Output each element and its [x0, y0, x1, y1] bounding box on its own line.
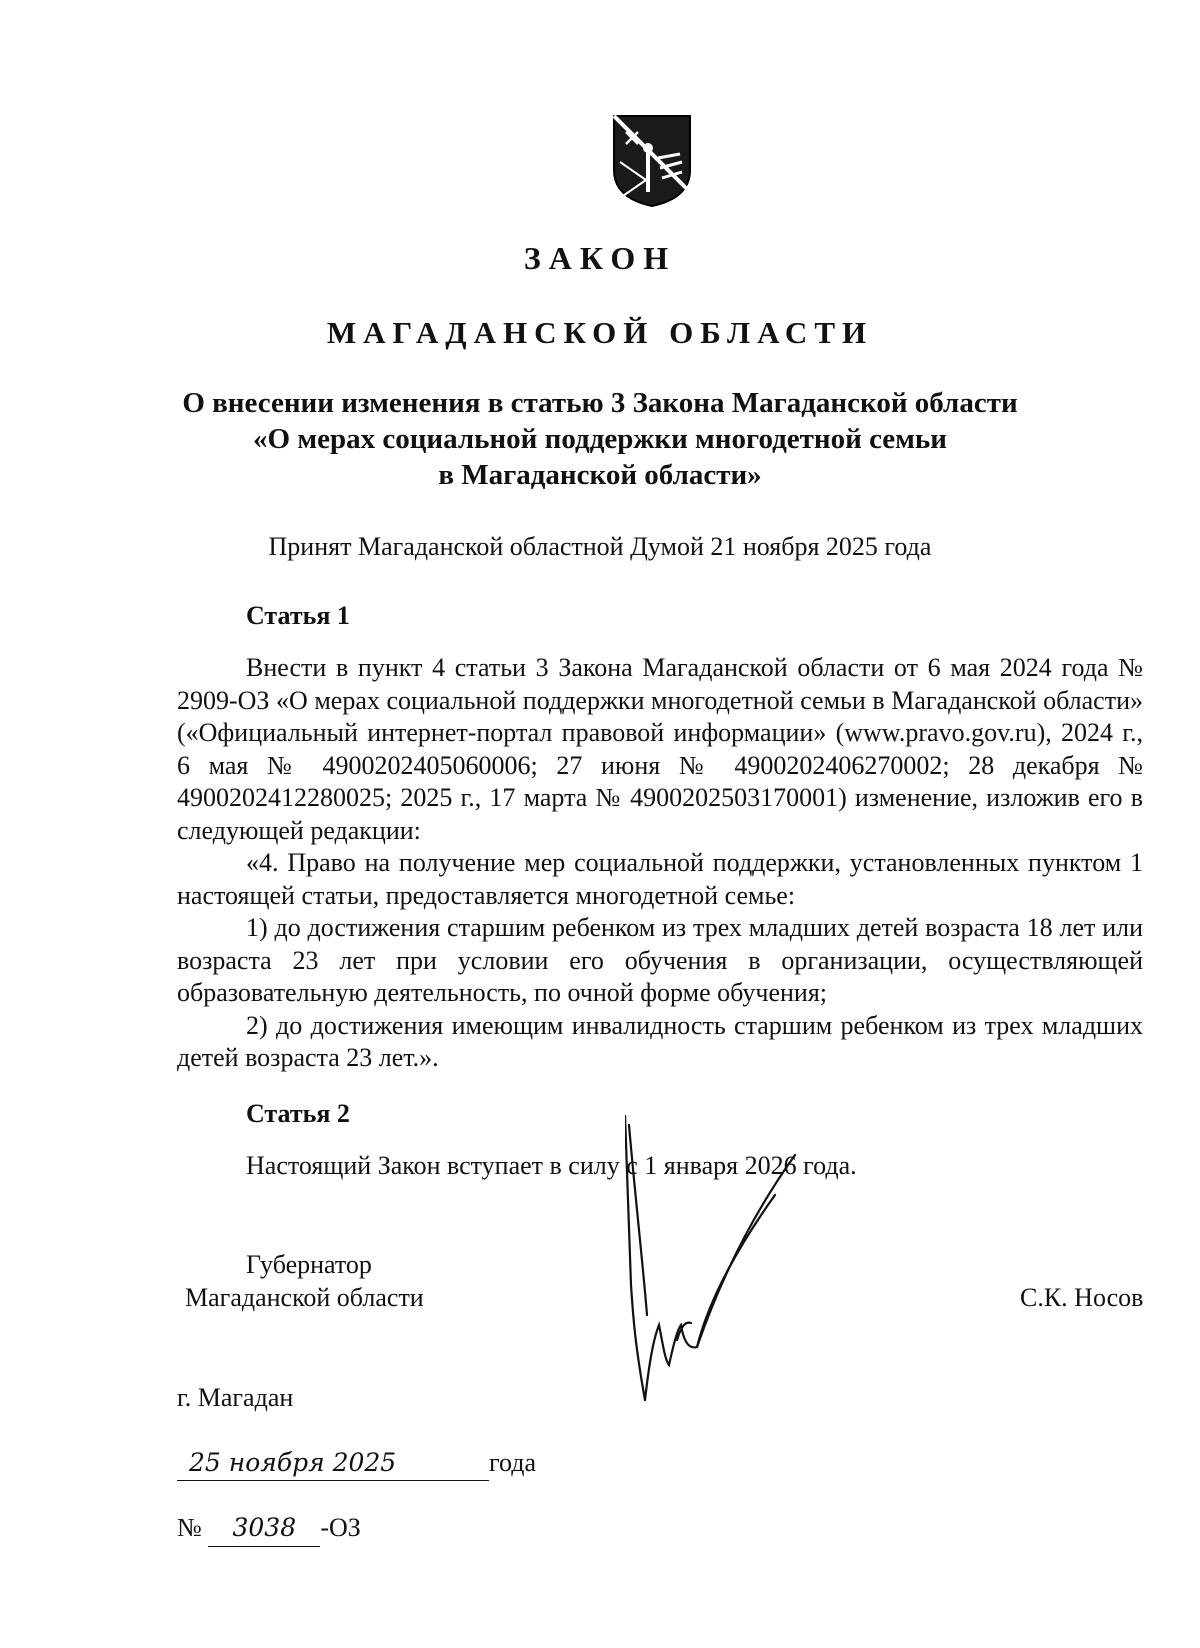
article-1-heading: Статья 1	[246, 601, 350, 630]
signatory-position-line: Губернатор	[246, 1250, 372, 1279]
signing-date	[177, 1448, 536, 1481]
article-2-paragraph: Настоящий Закон вступает в силу с 1 января 2026 года.	[246, 1151, 857, 1180]
signatory-position-line: Магаданской области	[185, 1283, 424, 1312]
number-suffix: -ОЗ	[320, 1513, 361, 1542]
law-title-line: О внесении изменения в статью 3 Закона Магаданской области	[182, 387, 1018, 419]
article-1-paragraph: 2) до достижения имеющим инвалидность старшим ребенком из трех младших детей возраста 23 лет.».	[177, 1010, 1143, 1072]
law-number	[177, 1513, 361, 1547]
article-1-paragraph: Внести в пункт 4 статьи 3 Закона Магаданской области от 6 мая 2024 года № 2909-ОЗ «О мерах социальной поддержки многодетной семьи в Магаданской области» («Официальный интернет-портал правовой информации» (www.pravo.gov.ru), 2024 г., 6 мая № 4900202405060006; 27 июня № 4900202406270002; 28 декабря № 4900202412280025; 2025 г., 17 марта № 4900202503170001) изменение, изложив его в следующей редакции:	[177, 653, 1143, 845]
law-title	[150, 385, 1050, 493]
handwritten-number: 3038	[208, 1514, 320, 1547]
article-2-heading: Статья 2	[246, 1099, 350, 1128]
article-1-paragraph: «4. Право на получение мер социальной поддержки, установленных пунктом 1 настоящей статьи, предоставляется многодетной семье:	[177, 848, 1143, 910]
date-suffix: года	[489, 1448, 537, 1477]
law-title-line: «О мерах социальной поддержки многодетной семьи	[253, 423, 947, 455]
signatory-name: С.К. Носов	[1020, 1283, 1144, 1312]
article-1-paragraph: 1) до достижения старшим ребенком из трех младших детей возраста 18 лет или возраста 23 лет при условии его обучения в организации, осуществляющей образовательную деятельность, по очной форме обучения;	[177, 913, 1143, 1007]
law-title-line: в Магаданской области»	[438, 459, 762, 491]
law-heading: ЗАКОН	[523, 240, 677, 276]
region-heading: МАГАДАНСКОЙ ОБЛАСТИ	[326, 315, 874, 350]
city: г. Магадан	[177, 1383, 294, 1412]
magadan-coat-of-arms-icon	[610, 112, 694, 208]
number-prefix: №	[177, 1513, 202, 1542]
adoption-note: Принят Магаданской областной Думой 21 ноября 2025 года	[268, 532, 932, 561]
handwritten-date: 25 ноября 2025	[177, 1449, 489, 1481]
handwritten-signature	[625, 1115, 825, 1405]
article-1-body	[177, 652, 1143, 1075]
